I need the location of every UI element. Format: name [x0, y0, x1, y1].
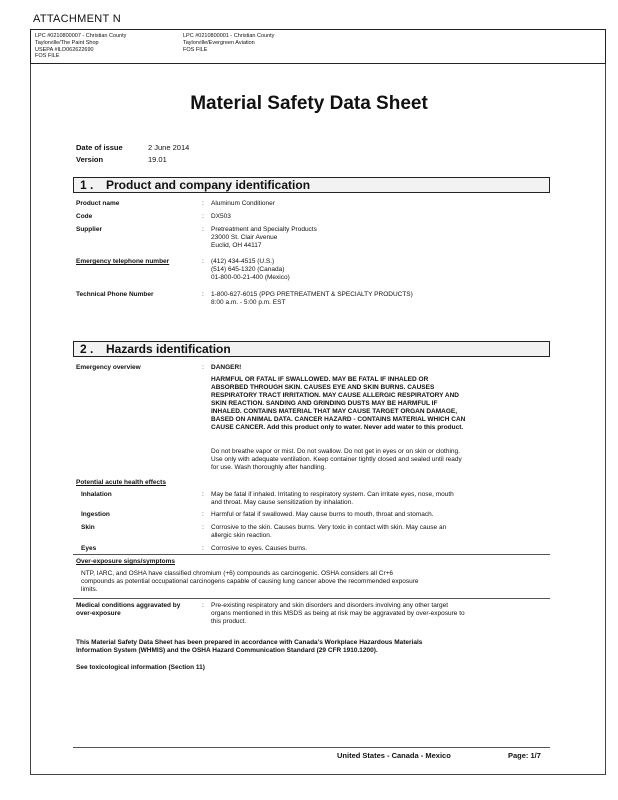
text-line: this product. [211, 618, 247, 625]
see-toxicological-row [0, 664, 618, 672]
colon: : [202, 226, 204, 233]
text-line: organs mentioned in this MSDS as being at risk may be aggravated by over-exposure to [211, 610, 465, 617]
colon: : [202, 602, 204, 609]
field-row [0, 226, 618, 252]
text-line: 8:00 a.m. - 5:00 p.m. EST [211, 299, 286, 306]
eyes-value: Corrosive to eyes. Causes burns. [211, 545, 308, 552]
precaution-text [211, 448, 551, 472]
text-line: NTP, IARC, and OSHA have classified chromium (+6) compounds as carcinogenic. OSHA considers all Cr+6 [81, 570, 394, 577]
field-row [0, 511, 618, 519]
msds-compliance-note [0, 639, 618, 657]
text-line: 23000 St. Clair Avenue [211, 234, 278, 241]
text-line: HARMFUL OR FATAL IF SWALLOWED. MAY BE FATAL IF INHALED OR [211, 376, 429, 383]
inhalation-value [211, 491, 551, 507]
emergency-telephone-value [211, 258, 551, 282]
text-line: RESPIRATORY TRACT IRRITATION. MAY CAUSE ALLERGIC RESPIRATORY AND [211, 392, 459, 399]
header-left-line: Taylorville/The Paint Shop [35, 39, 99, 46]
header-left-line: USEPA #ILD062622690 [35, 46, 94, 53]
text-line: (412) 434-4515 (U.S.) [211, 258, 275, 265]
eyes-label: Eyes [81, 545, 97, 552]
field-row [0, 491, 618, 509]
precaution-block [0, 448, 618, 474]
text-line: Use only with adequate ventilation. Keep container tightly closed and sealed until ready [211, 456, 462, 463]
issue-metadata [76, 142, 276, 168]
code-label: Code [76, 213, 93, 220]
overexposure-heading-row [0, 558, 618, 566]
footer-page-number: Page: 1/7 [508, 751, 541, 760]
technical-phone-label: Technical Phone Number [76, 291, 154, 298]
colon: : [202, 524, 204, 531]
header-left-line: LPC #0210800007 - Christian County [35, 33, 127, 39]
header-right-line: FOS FILE [183, 46, 208, 53]
colon: : [202, 200, 204, 207]
medical-conditions-label: Medical conditions aggravated by over-exposure [76, 602, 181, 617]
text-line: INHALED. CONTAINS MATERIAL THAT MAY CAUSE TARGET ORGAN DAMAGE, [211, 408, 458, 415]
field-row [0, 213, 618, 221]
acute-health-effects-label: Potential acute health effects [76, 479, 166, 486]
text-line: BASED ON ANIMAL DATA. CANCER HAZARD - CONTAINS MATERIAL WHICH CAN [211, 416, 466, 423]
version-value: 19.01 [148, 155, 167, 164]
text-line: Pretreatment and Specialty Products [211, 226, 317, 233]
colon: : [202, 258, 204, 265]
section-divider [73, 598, 550, 599]
text-line: 01-800-00-21-400 (Mexico) [211, 274, 290, 281]
field-row [0, 545, 618, 553]
text-line: and throat. May cause sensitization by inhalation. [211, 499, 354, 506]
ingestion-value: Harmful or fatal if swallowed. May cause burns to mouth, throat and stomach. [211, 511, 434, 518]
emergency-telephone-label: Emergency telephone number [76, 258, 170, 265]
skin-value [211, 524, 551, 540]
text-line: limits. [81, 586, 98, 593]
section-divider [73, 554, 550, 555]
text-line: (514) 645-1320 (Canada) [211, 266, 285, 273]
acute-heading-row [0, 479, 618, 487]
section-title: Hazards identification [106, 342, 231, 356]
text-line: allergic skin reaction. [211, 532, 272, 539]
text-line: Corrosive to the skin. Causes burns. Very toxic in contact with skin. May cause an [211, 524, 447, 531]
section-title: Product and company identification [106, 178, 311, 192]
text-line: Pre-existing respiratory and skin disorders and disorders involving any other target [211, 602, 449, 609]
text-line: ABSORBED THROUGH SKIN. CAUSES EYE AND SKIN BURNS. CAUSES [211, 384, 435, 391]
attachment-label: ATTACHMENT N [33, 13, 121, 25]
code-value: DX503 [211, 213, 231, 220]
text-line: Euclid, OH 44117 [211, 242, 262, 249]
text-line: This Material Safety Data Sheet has been prepared in accordance with Canada's Workplace Hazardous Materials [76, 639, 423, 646]
carcinogen-text [81, 570, 556, 594]
text-line: SKIN REACTION. SANDING AND GRINDING DUSTS MAY BE HARMFUL IF [211, 400, 438, 407]
overexposure-label: Over-exposure signs/symptoms [76, 558, 175, 565]
header-left-block [35, 33, 126, 60]
text-line: for use. Wash thoroughly after handling. [211, 464, 327, 471]
colon: : [202, 491, 204, 498]
product-name-value: Aluminum Conditioner [211, 200, 275, 207]
text-line: compounds as potential occupational carcinogens capable of causing lung cancer above the recommended exposure [81, 578, 419, 585]
skin-label: Skin [81, 524, 95, 531]
emergency-overview-label: Emergency overview [76, 364, 141, 371]
section-number: 2 . [80, 342, 94, 356]
section-1-header [73, 177, 550, 193]
colon: : [202, 213, 204, 220]
header-right-block [183, 33, 274, 53]
header-right-line: Taylorville/Evergreen Aviation [183, 39, 255, 46]
supplier-label: Supplier [76, 226, 103, 233]
product-name-label: Product name [76, 200, 120, 207]
supplier-value [211, 226, 551, 250]
page-title: Material Safety Data Sheet [190, 93, 428, 114]
colon: : [202, 291, 204, 298]
colon: : [202, 545, 204, 552]
hazard-overview-text [211, 364, 551, 432]
medical-conditions-value [211, 602, 551, 626]
see-toxicological-text: See toxicological information (Section 11) [76, 664, 205, 671]
colon: : [202, 364, 204, 371]
footer-region: United States - Canada - Mexico [337, 751, 451, 760]
text-line: Information System (WHMIS) and the OSHA Hazard Communication Standard (29 CFR 1910.1200). [76, 647, 378, 654]
colon: : [202, 511, 204, 518]
field-row [0, 200, 618, 208]
field-row [0, 258, 618, 284]
msds-compliance-text [76, 639, 556, 655]
technical-phone-value [211, 291, 551, 307]
text-line: 1-800-627-6015 (PPG PRETREATMENT & SPECIALTY PRODUCTS) [211, 291, 413, 298]
date-of-issue-label: Date of issue [76, 143, 123, 152]
header-right-line: LPC #0210800001 - Christian County [183, 33, 275, 39]
danger-signal-word: DANGER! [211, 364, 242, 371]
text-line: Do not breathe vapor or mist. Do not swallow. Do not get in eyes or on skin or clothing. [211, 448, 460, 455]
section-2-header [73, 341, 550, 357]
header-left-line: FOS FILE [35, 53, 60, 60]
text-line: CAUSE CANCER. Add this product only to water. Never add water to this product. [211, 424, 464, 431]
date-of-issue-value: 2 June 2014 [148, 143, 190, 152]
ingestion-label: Ingestion [81, 511, 110, 518]
emergency-overview-block [0, 364, 618, 444]
text-line: May be fatal if inhaled. Irritating to respiratory system. Can irritate eyes, nose, mouth [211, 491, 454, 498]
field-row [0, 602, 618, 628]
carcinogen-note [0, 570, 618, 596]
document-header-box [30, 29, 606, 64]
section-number: 1 . [80, 178, 94, 192]
footer-divider [73, 747, 550, 748]
inhalation-label: Inhalation [81, 491, 112, 498]
version-label: Version [76, 155, 104, 164]
field-row [0, 291, 618, 309]
field-row [0, 524, 618, 542]
